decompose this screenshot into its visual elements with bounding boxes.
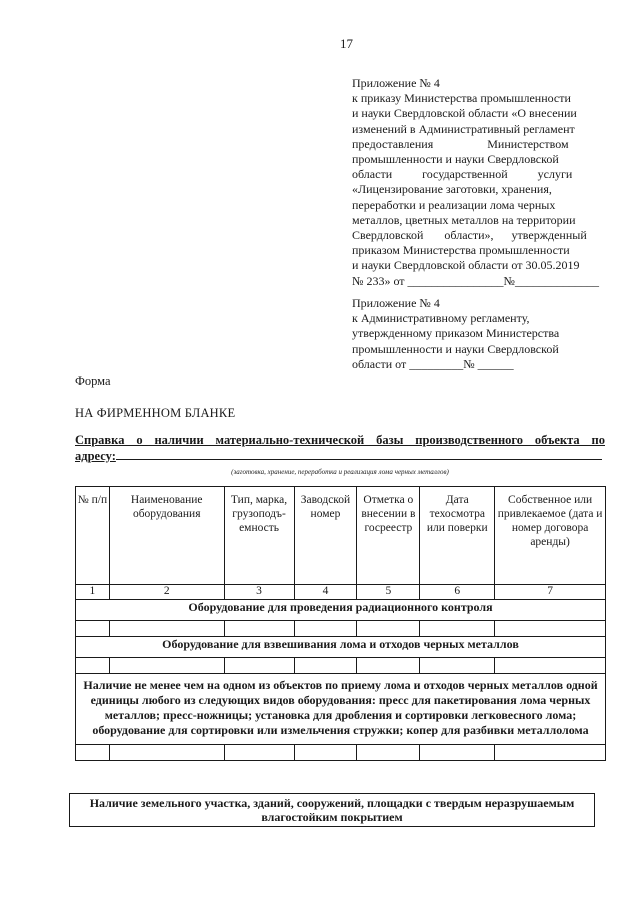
appendix-line: промышленности и науки Свердловской xyxy=(352,152,559,167)
table-cell[interactable] xyxy=(76,621,110,637)
header-cell: Отметка о внесении в госреестр xyxy=(357,487,420,585)
header-cell: Собственное или привлекаемое (дата и номер договора аренды) xyxy=(495,487,606,585)
column-number: 3 xyxy=(224,585,294,600)
letterhead-note: НА ФИРМЕННОМ БЛАНКЕ xyxy=(75,406,236,420)
table-cell[interactable] xyxy=(495,658,606,674)
header-cell: Наименование оборудования xyxy=(109,487,224,585)
appendix-line: и науки Свердловской области «О внесении xyxy=(352,106,577,121)
appendix-line: к Административному регламенту, xyxy=(352,311,530,326)
table-cell[interactable] xyxy=(224,621,294,637)
appendix-line: утвержденному приказом Министерства xyxy=(352,326,560,341)
table-row xyxy=(76,621,606,637)
header-cell: Заводской номер xyxy=(294,487,357,585)
appendix-line: предоставления Министерством xyxy=(352,136,569,151)
appendix-line: Приложение № 4 xyxy=(352,76,440,90)
land-section-box: Наличие земельного участка, зданий, сооружений, площадки с твердым неразрушаемым влагостойким покрытием xyxy=(69,793,595,827)
section-row-radiation xyxy=(76,600,606,621)
table-cell[interactable] xyxy=(109,745,224,761)
form-label: Форма xyxy=(75,374,111,388)
column-number-row xyxy=(76,585,606,600)
column-number: 4 xyxy=(294,585,357,600)
appendix-line: переработки и реализации лома черных xyxy=(352,197,556,212)
column-number: 7 xyxy=(495,585,606,600)
table-cell[interactable] xyxy=(420,621,495,637)
equipment-table xyxy=(75,486,606,761)
table-cell[interactable] xyxy=(357,658,420,674)
table-cell[interactable] xyxy=(420,658,495,674)
header-cell: Дата техосмотра или поверки xyxy=(420,487,495,585)
column-number: 6 xyxy=(420,585,495,600)
table-cell[interactable] xyxy=(495,745,606,761)
section-row-weighing xyxy=(76,637,606,658)
table-cell[interactable] xyxy=(224,745,294,761)
appendix-line: приказом Министерства промышленности xyxy=(352,243,570,258)
appendix-line: области государственной услуги xyxy=(352,167,573,182)
section-title: Оборудование для проведения радиационного контроля xyxy=(76,600,606,621)
section-title: Наличие не менее чем на одном из объектов по приему лома и отходов черных металлов одной единицы любого из следующих видов оборудования: пресс для пакетирования лома черных металлов; пресс-ножницы; установка для дробления и сортировки легковесного лома; оборудование для сортировки или измельчения стружки; копер для разбивки металлолома xyxy=(76,674,606,745)
table-cell[interactable] xyxy=(224,658,294,674)
appendix-line: промышленности и науки Свердловской xyxy=(352,341,559,356)
table-cell[interactable] xyxy=(495,621,606,637)
address-label: адресу: xyxy=(75,449,116,463)
table-row xyxy=(76,745,606,761)
address-label-line xyxy=(75,448,605,464)
table-cell[interactable] xyxy=(357,621,420,637)
appendix-to-order xyxy=(352,76,612,289)
table-cell[interactable] xyxy=(294,745,357,761)
column-number: 5 xyxy=(357,585,420,600)
appendix-to-regulation xyxy=(352,296,612,372)
appendix-line: Приложение № 4 xyxy=(352,296,440,310)
appendix-line: к приказу Министерства промышленности xyxy=(352,91,571,106)
table-row xyxy=(76,658,606,674)
table-cell[interactable] xyxy=(76,658,110,674)
certificate-title-line: Справка о наличии материально-технической базы производственного объекта по xyxy=(75,433,605,447)
header-cell: Тип, марка, грузоподъ-емность xyxy=(224,487,294,585)
table-cell[interactable] xyxy=(420,745,495,761)
header-cell: № п/п xyxy=(76,487,110,585)
activity-hint: (заготовка, хранение, переработка и реализация лома черных металлов) xyxy=(231,468,449,476)
table-cell[interactable] xyxy=(357,745,420,761)
address-blank[interactable] xyxy=(116,449,602,460)
page-number: 17 xyxy=(340,36,353,51)
column-number: 2 xyxy=(109,585,224,600)
table-cell[interactable] xyxy=(109,621,224,637)
appendix-line: и науки Свердловской области от 30.05.2019 xyxy=(352,258,580,273)
table-cell[interactable] xyxy=(76,745,110,761)
section-title: Оборудование для взвешивания лома и отходов черных металлов xyxy=(76,637,606,658)
table-header-row xyxy=(76,487,606,585)
section-row-processing xyxy=(76,674,606,745)
appendix-line: Свердловской области», утвержденный xyxy=(352,228,587,243)
table-cell[interactable] xyxy=(109,658,224,674)
appendix-line: металлов, цветных металлов на территории xyxy=(352,212,576,227)
column-number: 1 xyxy=(76,585,110,600)
table-cell[interactable] xyxy=(294,621,357,637)
appendix-line: № 233» от ________________№______________ xyxy=(352,273,599,288)
appendix-line: «Лицензирование заготовки, хранения, xyxy=(352,182,552,197)
table-cell[interactable] xyxy=(294,658,357,674)
appendix-line: изменений в Административный регламент xyxy=(352,121,575,136)
appendix-line: области от _________№ ______ xyxy=(352,356,514,371)
certificate-title xyxy=(75,432,605,464)
